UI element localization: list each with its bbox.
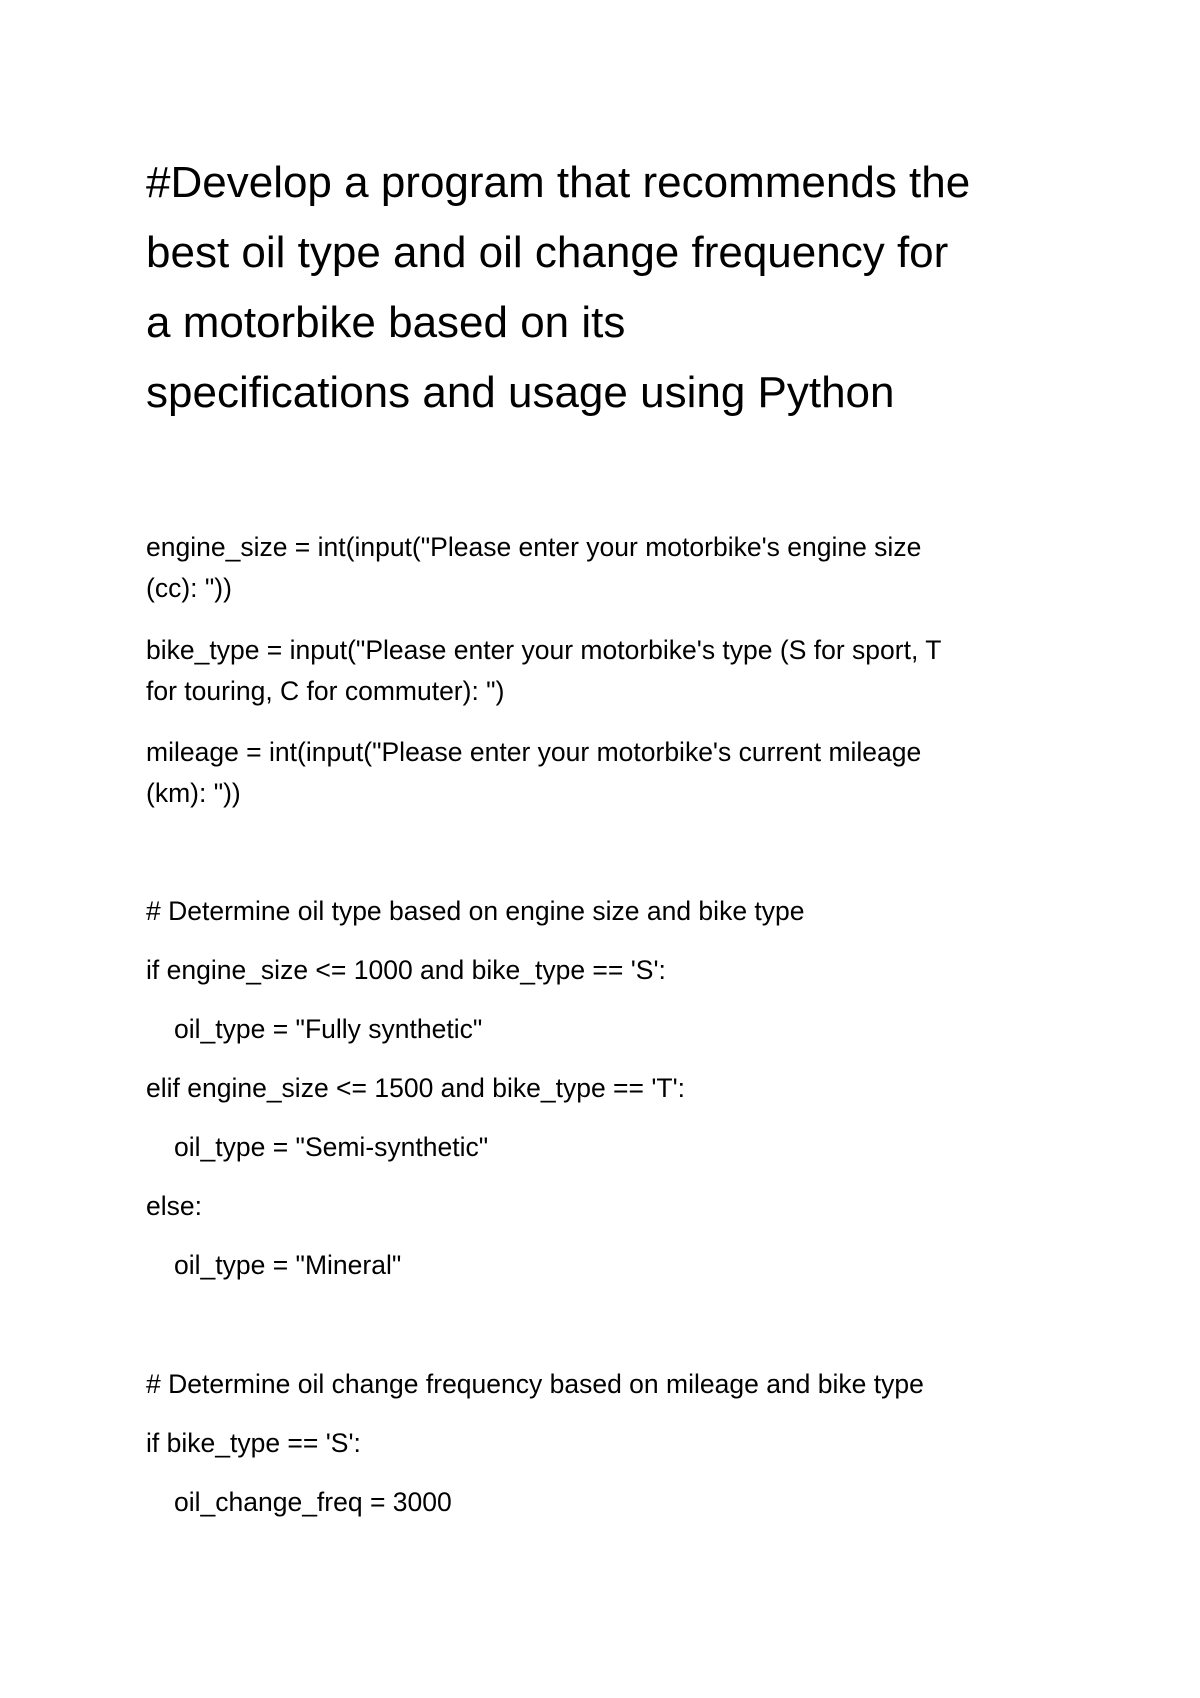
code-line: (cc): "))	[146, 573, 232, 603]
title-line: best oil type and oil change frequency for	[146, 228, 949, 277]
code-line: elif engine_size <= 1500 and bike_type == 'T':	[146, 1073, 686, 1103]
code-line: else:	[146, 1191, 202, 1221]
code-comment: # Determine oil change frequency based on mileage and bike type	[146, 1369, 924, 1399]
code-line: (km): "))	[146, 778, 241, 808]
code-line: oil_type = "Semi-synthetic"	[174, 1132, 489, 1162]
code-line: if bike_type == 'S':	[146, 1428, 361, 1458]
code-line: engine_size = int(input("Please enter your motorbike's engine size	[146, 532, 922, 562]
code-line: for touring, C for commuter): ")	[146, 676, 505, 706]
code-line: mileage = int(input("Please enter your motorbike's current mileage	[146, 737, 922, 767]
code-line: oil_type = "Fully synthetic"	[174, 1014, 483, 1044]
code-comment: # Determine oil type based on engine size and bike type	[146, 896, 805, 926]
code-line: bike_type = input("Please enter your motorbike's type (S for sport, T	[146, 635, 942, 665]
title-line: #Develop a program that recommends the	[146, 158, 971, 207]
title-line: a motorbike based on its	[146, 298, 626, 347]
code-line: oil_change_freq = 3000	[174, 1487, 452, 1517]
title-line: specifications and usage using Python	[146, 368, 895, 417]
code-line: if engine_size <= 1000 and bike_type == 'S':	[146, 955, 666, 985]
document-title	[146, 148, 1106, 428]
code-line: oil_type = "Mineral"	[174, 1250, 402, 1280]
